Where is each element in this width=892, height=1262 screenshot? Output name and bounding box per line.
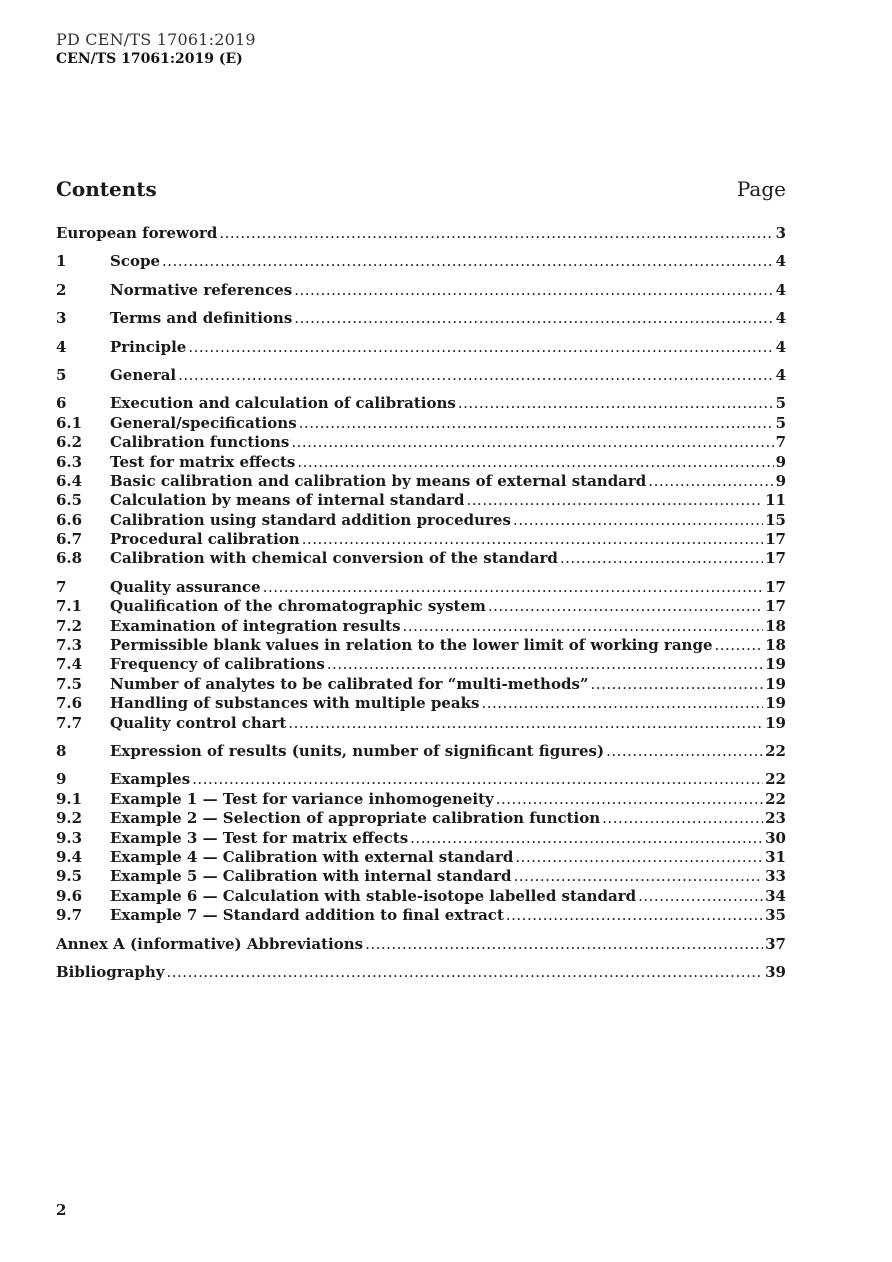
toc-entry-title: Permissible blank values in relation to the lower limit of working range [110, 636, 713, 655]
toc-entry-page: 23 [765, 809, 786, 828]
toc-entry-number: 6.6 [56, 510, 83, 529]
toc-entry[interactable] [56, 906, 786, 925]
toc-entry-number: 1 [56, 252, 67, 271]
toc-entry-page: 17 [765, 530, 786, 549]
toc-entry-number: 7.1 [56, 597, 83, 616]
dot-leader [410, 829, 763, 848]
toc-entry-title: Example 4 — Calibration with external standard [110, 847, 514, 866]
toc-entry[interactable] [56, 549, 786, 568]
toc-entry-title: Examination of integration results [110, 616, 401, 635]
toc-entry-title: Calibration with chemical conversion of the standard [110, 549, 558, 568]
toc-entry-title: Test for matrix effects [110, 452, 296, 471]
dot-leader [294, 281, 773, 300]
document-id-header: PD CEN/TS 17061:2019 [56, 30, 256, 49]
toc-entry-page: 19 [765, 694, 786, 713]
toc-entry[interactable] [56, 848, 786, 867]
toc-entry-title: Calibration functions [110, 433, 290, 452]
toc-entry-page: 4 [775, 252, 786, 271]
dot-leader [178, 366, 773, 385]
toc-entry-number: 9.3 [56, 828, 83, 847]
toc-entry-page: 22 [765, 741, 786, 760]
toc-entry-number: 9.1 [56, 789, 83, 808]
dot-leader [297, 453, 773, 472]
toc-entry[interactable] [56, 252, 786, 271]
toc-entry-title: Examples [110, 770, 191, 789]
toc-entry[interactable] [56, 472, 786, 491]
toc-entry-number: 6.5 [56, 491, 83, 510]
toc-entry-page: 33 [765, 867, 786, 886]
dot-leader [467, 491, 764, 510]
toc-entry-number: 6.7 [56, 530, 83, 549]
dot-leader [638, 887, 763, 906]
dot-leader [606, 742, 763, 761]
toc-entry-page: 18 [765, 616, 786, 635]
toc-entry-title: Frequency of calibrations [110, 655, 325, 674]
toc-entry[interactable] [56, 935, 786, 954]
toc-entry-title: General/specifications [110, 413, 297, 432]
toc-entry-page: 39 [765, 962, 786, 981]
toc-entry-number: 7.2 [56, 616, 83, 635]
toc-entry[interactable] [56, 867, 786, 886]
toc-entry[interactable] [56, 433, 786, 452]
toc-entry-page: 19 [765, 674, 786, 693]
toc-entry-page: 15 [765, 510, 786, 529]
dot-leader [514, 867, 764, 886]
page-column-label: Page [736, 177, 786, 201]
dot-leader [192, 770, 763, 789]
toc-entry[interactable] [56, 578, 786, 597]
toc-entry-page: 18 [765, 636, 786, 655]
toc-entry-page: 19 [765, 713, 786, 732]
toc-entry-title: Example 1 — Test for variance inhomogeneity [110, 789, 494, 808]
toc-entry-number: 6 [56, 394, 67, 413]
toc-entry-number: 9.5 [56, 867, 83, 886]
toc-entry[interactable] [56, 655, 786, 674]
toc-entry-title: Number of analytes to be calibrated for “multi-methods” [110, 674, 589, 693]
dot-leader [591, 675, 764, 694]
dot-leader [302, 530, 763, 549]
toc-entry-number: 7.6 [56, 694, 83, 713]
toc-entry[interactable] [56, 770, 786, 789]
dot-leader [403, 617, 764, 636]
dot-leader [167, 963, 764, 982]
toc-entry-page: 5 [775, 413, 786, 432]
toc-entry-page: 22 [765, 770, 786, 789]
toc-entry-title: Execution and calculation of calibrations [110, 394, 456, 413]
toc-entry-title: Example 3 — Test for matrix effects [110, 828, 409, 847]
toc-entry-title: Procedural calibration [110, 530, 300, 549]
toc-entry[interactable] [56, 414, 786, 433]
toc-entry-title: Example 7 — Standard addition to final extract [110, 906, 504, 925]
toc-entry-number: 9.7 [56, 906, 83, 925]
toc-entry-title: Qualification of the chromatographic system [110, 597, 486, 616]
toc-entry-number: 6.2 [56, 433, 83, 452]
toc-entry[interactable] [56, 597, 786, 616]
toc-entry-page: 5 [775, 394, 786, 413]
toc-entry-page: 22 [765, 789, 786, 808]
toc-entry-title: Handling of substances with multiple peaks [110, 694, 480, 713]
toc-entry-number: 8 [56, 741, 67, 760]
toc-entry-number: 4 [56, 337, 67, 356]
toc-entry-page: 17 [765, 549, 786, 568]
dot-leader [219, 224, 773, 243]
toc-entry[interactable] [56, 694, 786, 713]
toc-entry-number: 7.3 [56, 636, 83, 655]
dot-leader [327, 655, 763, 674]
toc-entry-number: 6.4 [56, 471, 83, 490]
toc-entry-title: Example 5 — Calibration with internal standard [110, 867, 512, 886]
dot-leader [560, 549, 763, 568]
dot-leader [602, 809, 763, 828]
toc-entry-title: Example 2 — Selection of appropriate calibration function [110, 809, 601, 828]
toc-entry[interactable] [56, 338, 786, 357]
toc-entry-number: 3 [56, 309, 67, 328]
toc-entry[interactable] [56, 714, 786, 733]
toc-entry[interactable] [56, 281, 786, 300]
toc-entry-number: 9 [56, 770, 67, 789]
toc-entry-title: Bibliography [56, 962, 165, 981]
toc-entry[interactable] [56, 636, 786, 655]
toc-entry-title: Scope [110, 252, 161, 271]
toc-entry-number: 7 [56, 577, 67, 596]
toc-entry-number: 6.1 [56, 413, 83, 432]
toc-entry-page: 3 [775, 224, 786, 242]
toc-entry-page: 9 [775, 452, 786, 471]
dot-leader [515, 848, 763, 867]
dot-leader [488, 597, 763, 616]
toc-entry[interactable] [56, 809, 786, 828]
toc-entry[interactable] [56, 887, 786, 906]
toc-entry-page: 4 [775, 337, 786, 356]
toc-entry-number: 2 [56, 280, 67, 299]
toc-entry-number: 9.4 [56, 847, 83, 866]
document-id-subheader: CEN/TS 17061:2019 (E) [56, 51, 243, 67]
toc-entry-number: 7.7 [56, 713, 83, 732]
toc-entry-page: 17 [765, 577, 786, 596]
dot-leader [458, 394, 774, 413]
toc-entry-number: 6.8 [56, 549, 83, 568]
toc-entry[interactable] [56, 742, 786, 761]
toc-entry-page: 35 [765, 906, 786, 925]
toc-entry-page: 4 [775, 309, 786, 328]
toc-entry-number: 9.6 [56, 886, 83, 905]
toc-entry-page: 37 [765, 934, 786, 953]
toc-entry[interactable] [56, 394, 786, 413]
toc-entry[interactable] [56, 790, 786, 809]
toc-entry-title: Terms and definitions [110, 309, 293, 328]
toc-entry-title: European foreword [56, 224, 218, 242]
dot-leader [263, 578, 763, 597]
toc-entry-number: 7.4 [56, 655, 83, 674]
dot-leader [162, 252, 774, 271]
toc-entry-number: 9.2 [56, 809, 83, 828]
toc-entry-page: 7 [775, 433, 786, 452]
toc-entry-title: Example 6 — Calculation with stable-isotope labelled standard [110, 886, 637, 905]
toc-entry-page: 4 [775, 280, 786, 299]
toc-entry[interactable] [56, 491, 786, 510]
dot-leader [299, 414, 774, 433]
toc-entry-title: Normative references [110, 280, 293, 299]
toc-entry-page: 30 [765, 828, 786, 847]
toc-entry-number: 5 [56, 365, 67, 384]
toc-entry-page: 19 [765, 655, 786, 674]
dot-leader [294, 309, 773, 328]
toc-entry-title: Calibration using standard addition procedures [110, 510, 511, 529]
dot-leader [648, 472, 773, 491]
dot-leader [188, 338, 773, 357]
toc-entry-title: Principle [110, 337, 187, 356]
toc-entry-page: 11 [765, 491, 786, 510]
dot-leader [496, 790, 763, 809]
toc-entry-title: Calculation by means of internal standard [110, 491, 465, 510]
toc-entry-number: 7.5 [56, 674, 83, 693]
toc-entry-page: 34 [765, 886, 786, 905]
toc-entry[interactable] [56, 675, 786, 694]
toc-entry-title: General [110, 365, 177, 384]
toc-entry[interactable] [56, 453, 786, 472]
toc-entry[interactable] [56, 530, 786, 549]
toc-entry[interactable] [56, 309, 786, 328]
dot-leader [291, 433, 773, 452]
toc-entry[interactable] [56, 366, 786, 385]
dot-leader [506, 906, 763, 925]
toc-entry[interactable] [56, 224, 786, 243]
dot-leader [288, 714, 763, 733]
table-of-contents [56, 224, 786, 982]
contents-heading: Contents [56, 177, 157, 201]
toc-entry-title: Basic calibration and calibration by means of external standard [110, 471, 647, 490]
page-number: 2 [56, 1201, 67, 1219]
toc-entry-title: Expression of results (units, number of significant figures) [110, 741, 605, 760]
dot-leader [513, 511, 763, 530]
toc-entry-number: 6.3 [56, 452, 83, 471]
toc-entry[interactable] [56, 617, 786, 636]
toc-entry-title: Quality assurance [110, 577, 261, 596]
toc-entry-title: Quality control chart [110, 713, 287, 732]
dot-leader [714, 636, 763, 655]
toc-entry[interactable] [56, 511, 786, 530]
toc-entry-title: Annex A (informative) Abbreviations [56, 934, 364, 953]
toc-entry[interactable] [56, 963, 786, 982]
toc-entry[interactable] [56, 829, 786, 848]
dot-leader [365, 935, 763, 954]
toc-entry-page: 17 [765, 597, 786, 616]
toc-entry-page: 9 [775, 471, 786, 490]
toc-entry-page: 31 [765, 847, 786, 866]
dot-leader [481, 694, 763, 713]
toc-entry-page: 4 [775, 365, 786, 384]
